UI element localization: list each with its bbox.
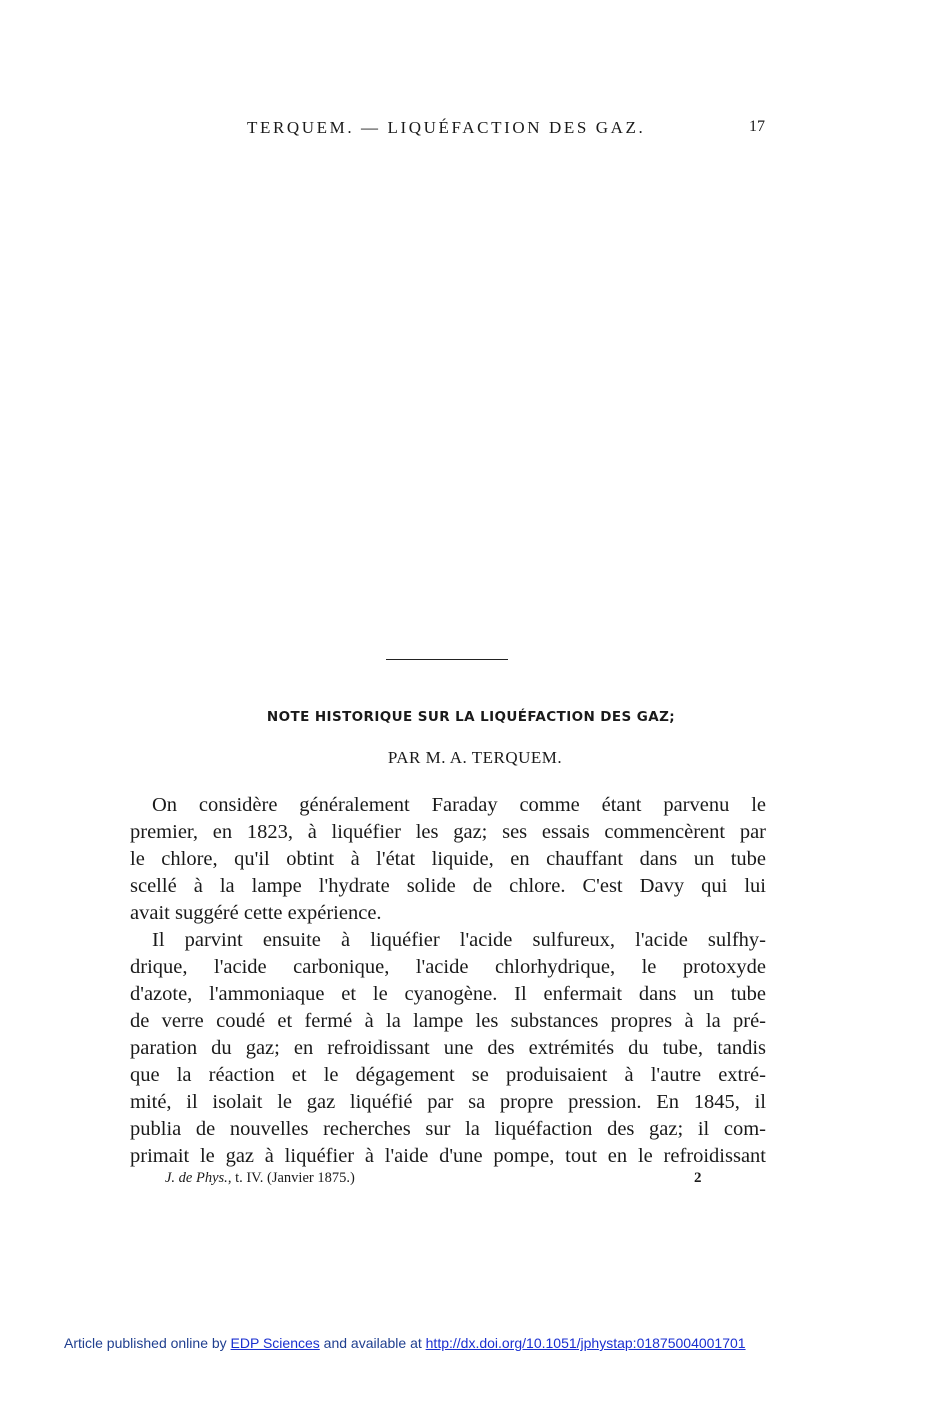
article-title: NOTE HISTORIQUE SUR LA LIQUÉFACTION DES GAZ;: [266, 709, 676, 725]
text-line: mité, il isolait le gaz liquéfié par sa propre pression. En 1845, il: [130, 1091, 766, 1113]
journal-abbrev: J. de Phys.: [165, 1170, 228, 1186]
journal-volume-issue: , t. IV. (Janvier 1875.): [227, 1170, 355, 1186]
article-body: [130, 792, 766, 1170]
journal-reference: [165, 1170, 355, 1187]
text-line: paration du gaz; en refroidissant une des extrémités du tube, tandis: [130, 1037, 766, 1059]
article-author: PAR M. A. TERQUEM.: [387, 748, 563, 767]
title-separator-rule: [386, 659, 508, 660]
text-line: premier, en 1823, à liquéfier les gaz; ses essais commencèrent par: [130, 821, 766, 843]
text-line: Il parvint ensuite à liquéfier l'acide sulfureux, l'acide sulfhy-: [152, 929, 766, 951]
banner-middle: and available at: [319, 1335, 426, 1351]
page-number: 17: [749, 118, 765, 135]
text-line: le chlore, qu'il obtint à l'état liquide, en chauffant dans un tube: [130, 848, 766, 870]
text-line: drique, l'acide carbonique, l'acide chlorhydrique, le protoxyde: [130, 956, 766, 978]
doi-link[interactable]: http://dx.doi.org/10.1051/jphystap:01875004001701: [425, 1335, 746, 1351]
running-head: [0, 118, 930, 142]
sheet-number: 2: [694, 1170, 702, 1186]
text-line: publia de nouvelles recherches sur la liquéfaction des gaz; il com-: [130, 1118, 766, 1140]
text-line: d'azote, l'ammoniaque et le cyanogène. Il enfermait dans un tube: [130, 983, 766, 1005]
publication-banner: [64, 1335, 746, 1351]
text-line: que la réaction et le dégagement se produisaient à l'autre extré-: [130, 1064, 766, 1086]
paragraph-1: [130, 792, 766, 927]
publisher-link[interactable]: EDP Sciences: [230, 1335, 320, 1351]
paragraph-2: [130, 927, 766, 1170]
text-line: de verre coudé et fermé à la lampe les substances propres à la pré-: [130, 1010, 766, 1032]
journal-footer: [0, 1170, 930, 1192]
text-line: scellé à la lampe l'hydrate solide de chlore. C'est Davy qui lui: [130, 875, 766, 897]
running-head-title: TERQUEM. — LIQUÉFACTION DES GAZ.: [247, 118, 646, 137]
text-line: avait suggéré cette expérience.: [130, 902, 382, 924]
text-line: primait le gaz à liquéfier à l'aide d'une pompe, tout en le refroidissant: [130, 1145, 766, 1167]
banner-prefix: Article published online by: [64, 1335, 231, 1351]
text-line: On considère généralement Faraday comme étant parvenu le: [152, 794, 766, 816]
